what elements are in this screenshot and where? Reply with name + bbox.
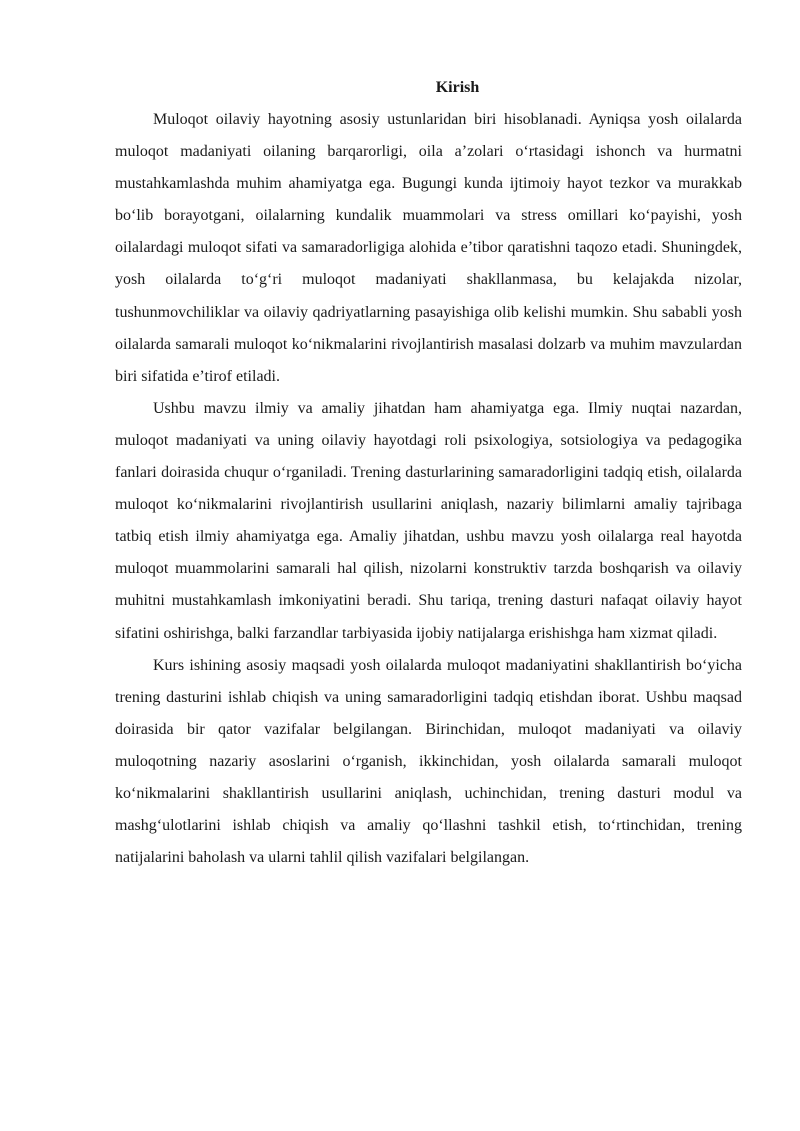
page-title: Kirish (435, 79, 480, 96)
paragraph-1: Muloqot oilaviy hayotning asosiy ustunlaridan biri hisoblanadi. Ayniqsa yosh oilalarda muloqot madaniyati oilaning barqarorligi, oila a’zolari o‘rtasidagi ishonch va hurmatni mustahkamlashda muhim ahamiyatga ega. Bugungi kunda ijtimoiy hayot tezkor va murakkab bo‘lib borayotgani, oilalarning kundalik muammolari va stress omillari ko‘payishi, yosh oilalardagi muloqot sifati va samaradorligiga alohida e’tibor qaratishni taqozo etadi. Shuningdek, yosh oilalarda to‘g‘ri muloqot madaniyati shakllanmasa, bu kelajakda nizolar, tushunmovchiliklar va oilaviy qadriyatlarning pasayishiga olib kelishi mumkin. Shu sababli yosh oilalarda samarali muloqot ko‘nikmalarini rivojlantirish masalasi dolzarb va muhim mavzulardan biri sifatida e’tirof etiladi. (115, 111, 742, 385)
paragraph-2: Ushbu mavzu ilmiy va amaliy jihatdan ham ahamiyatga ega. Ilmiy nuqtai nazardan, muloqot madaniyati va uning oilaviy hayotdagi roli psixologiya, sotsiologiya va pedagogika fanlari doirasida chuqur o‘rganiladi. Trening dasturlarining samaradorligini tadqiq etish, oilalarda muloqot ko‘nikmalarini rivojlantirish usullarini aniqlash, nazariy bilimlarni amaliy tajribaga tatbiq etish ilmiy ahamiyatga ega. Amaliy jihatdan, ushbu mavzu yosh oilalarga real hayotda muloqot muammolarini samarali hal qilish, nizolarni konstruktiv tarzda boshqarish va oilaviy muhitni mustahkamlash imkoniyatini beradi. Shu tariqa, trening dasturi nafaqat oilaviy hayot sifatini oshirishga, balki farzandlar tarbiyasida ijobiy natijalarga erishishga ham xizmat qiladi. (115, 399, 742, 642)
paragraph-3: Kurs ishining asosiy maqsadi yosh oilalarda muloqot madaniyatini shakllantirish bo‘yicha trening dasturini ishlab chiqish va uning samaradorligini tadqiq etishdan iborat. Ushbu maqsad doirasida bir qator vazifalar belgilangan. Birinchidan, muloqot madaniyati va oilaviy muloqotning nazariy asoslarini o‘rganish, ikkinchidan, yosh oilalarda samarali muloqot ko‘nikmalarini shakllantirish usullarini aniqlash, uchinchidan, trening dasturi modul va mashg‘ulotlarini ishlab chiqish va amaliy qo‘llashni tashkil etish, to‘rtinchidan, trening natijalarini baholash va ularni tahlil qilish vazifalari belgilangan. (115, 656, 742, 867)
document-body (115, 72, 742, 874)
